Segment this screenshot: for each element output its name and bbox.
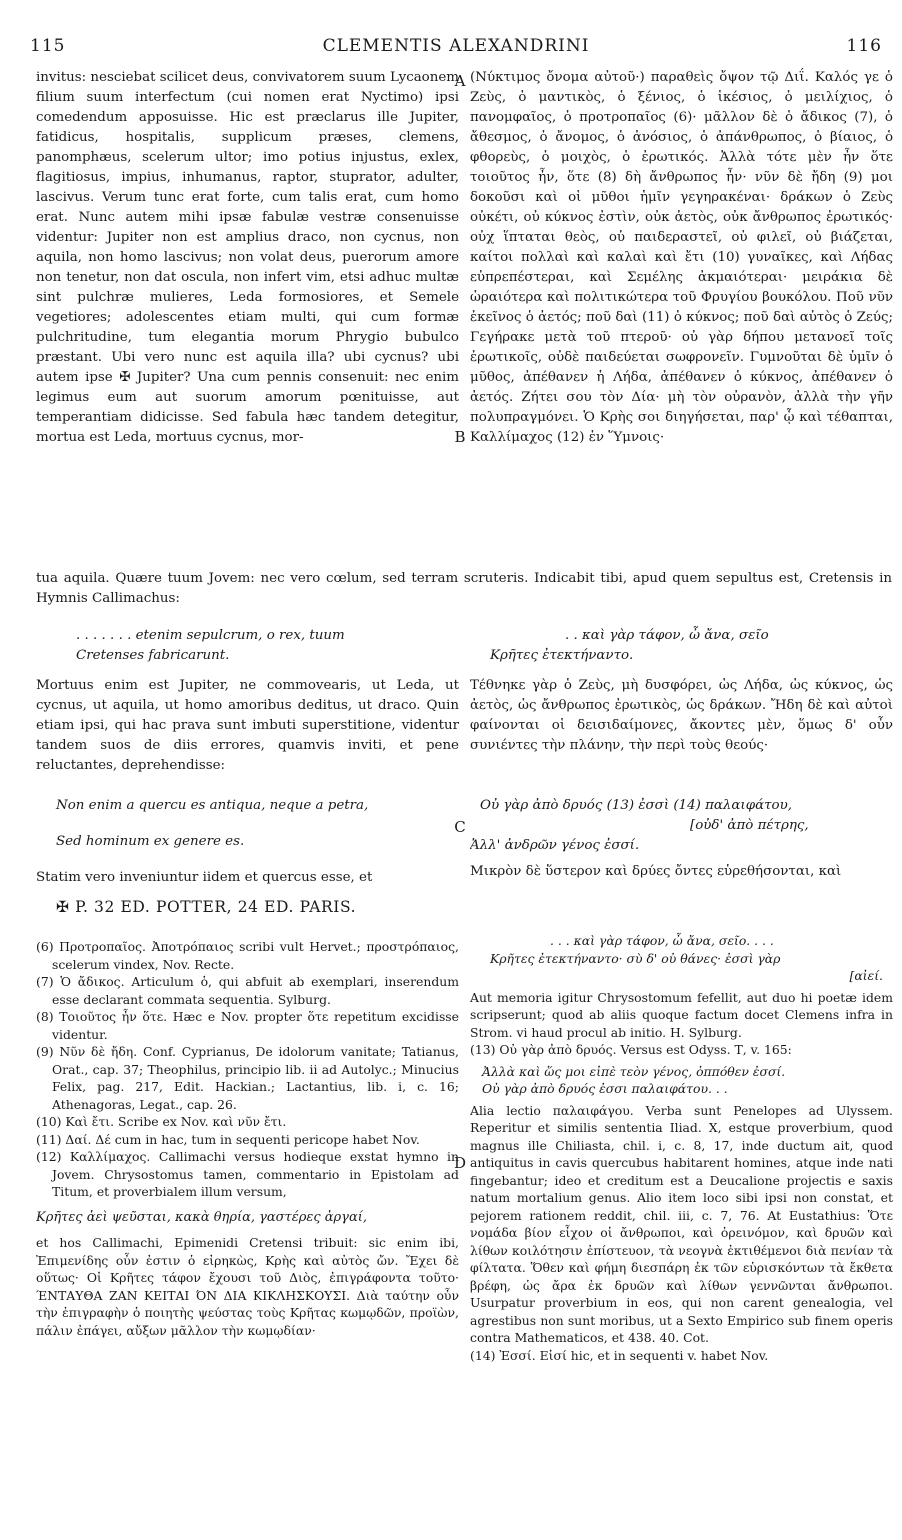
latin-after-verse	[36, 868, 459, 890]
footnote-10: (10) Καὶ ἔτι. Scribe ex Nov. καὶ νῦν ἔτι.	[36, 1114, 287, 1129]
note-verse-line2: Κρῆτες ἐτεκτήναντο· σὺ δ' οὐ θάνες· ἐσσὶ γὰρ	[490, 950, 781, 966]
margin-letter-a: A	[454, 72, 466, 90]
verse2-latin-line1: Non enim a quercu es antiqua, neque a petra,	[56, 798, 369, 813]
running-title: CLEMENTIS ALEXANDRINI	[322, 36, 590, 56]
verse2-greek-line3: Ἀλλ' ἀνδρῶν γένος ἐσσί.	[470, 838, 640, 853]
note-odyssey-line1: Ἀλλὰ καὶ ὥς μοι εἰπὲ τεὸν γένος, ὁππόθεν ἐσσί.	[482, 1063, 786, 1079]
verse2-greek	[470, 796, 893, 858]
verse1-latin	[36, 626, 459, 670]
note-verse-line1: . . . καὶ γὰρ τάφον, ὦ ἄνα, σεῖο. . . .	[550, 933, 774, 948]
page-number-left: 115	[30, 36, 66, 56]
verse2-greek-line1: Οὐ γὰρ ἀπὸ δρυός (13) ἐσσὶ (14) παλαιφάτου,	[480, 798, 792, 813]
footnote-12-verse: Κρῆτες ἀεὶ ψεῦσται, κακὰ θηρία, γαστέρες ἀργαί,	[36, 1209, 367, 1225]
full-width-line	[36, 569, 892, 611]
footnotes-right	[470, 932, 893, 1532]
footnote-7: (7) Ὁ ἄδικος. Articulum ὁ, qui abfuit ab exemplari, inserendum esse declarant commata sequentia. Sylburg.	[36, 974, 459, 1007]
footnote-14: (14) Ἐσσί. Εἰσί hic, et in sequenti v. habet Nov.	[470, 1347, 769, 1363]
footnote-8: (8) Τοιοῦτος ἦν ὅτε. Hæc e Nov. propter ὅτε repetitum excidisse videntur.	[36, 1009, 459, 1042]
margin-letter-d: D	[453, 1154, 467, 1172]
latin-column-mid	[36, 676, 459, 786]
footnote-11: (11) Δαί. Δέ cum in hac, tum in sequenti pericope habet Nov.	[36, 1131, 420, 1147]
greek-after-verse	[470, 862, 893, 884]
greek-after-line: Μικρὸν δὲ ὕστερον καὶ δρύες ὄντες εὑρεθήσονται, καὶ	[470, 864, 842, 879]
greek-paragraph-top: (Νύκτιμος ὄνομα αὐτοῦ·) παραθεὶς ὄψον τῷ Διΐ. Καλός γε ὁ Ζεὺς, ὁ μαντικὸς, ὁ ξένιος, ὁ ἱκέσιος, ὁ μειλίχιος, ὁ πανομφαῖος, ὁ προτροπαῖος (6)· μᾶλλον δὲ ὁ ἄδικος (7), ὁ ἄθεσμος, ὁ ἄνομος, ὁ ἀνόσιος, ὁ ἀπάνθρωπος, ὁ βίαιος, ὁ φθορεὺς, ὁ μοιχὸς, ὁ ἐρωτικός. Ἀλλὰ τότε μὲν ἦν ὅτε τοιοῦτος ἦν, ὅτε (8) δὴ ἄνθρωπος ἦν· νῦν δὲ ἤδη (9) μοι δοκοῦσι καὶ οἱ μῦθοι ἡμῖν γεγηρακέναι· δράκων ὁ Ζεὺς οὐκέτι, οὐ κύκνος ἐστὶν, οὐκ ἀετὸς, οὐκ ἄνθρωπος ἐρωτικός· οὐχ ἵπταται θεὸς, οὐ παιδεραστεῖ, οὐ φιλεῖ, οὐ βιάζεται, καίτοι πολλαὶ καὶ καλαὶ καὶ ἔτι (10) γυναῖκες, καὶ Λήδας εὐπρεπέστεραι, καὶ Σεμέλης ἀκμαιότεραι· μειράκια δὲ ὡραιότερα καὶ πολιτικώτερα τοῦ Φρυγίου βουκόλου. Ποῦ νῦν ἐκεῖνος ὁ ἀετός; ποῦ δαὶ (11) ὁ κύκνος; ποῦ δαὶ αὐτὸς ὁ Ζεύς; Γεγήρακε μετὰ τοῦ πτεροῦ· οὐ γὰρ δήπου μετανοεῖ τοῖς ἐρωτικοῖς, οὐδὲ παιδεύεται σωφρονεῖν. Γυμνοῦται δὲ ὑμῖν ὁ μῦθος, ἀπέθανεν ἡ Λήδα, ἀπέθανεν ὁ κύκνος, ἀπέθανεν ὁ ἀετός. Ζήτει σου τὸν Δία· μὴ τὸν οὐρανὸν, ἀλλὰ τὴν γῆν πολυπραγμόνει. Ὁ Κρὴς σοι διηγήσεται, παρ' ᾧ καὶ τέθαπται, Καλλίμαχος (12) ἐν Ὕμνοις·	[470, 70, 893, 445]
greek-paragraph-mid: Τέθνηκε γὰρ ὁ Ζεὺς, μὴ δυσφόρει, ὡς Λήδα, ὡς κύκνος, ὡς ἀετὸς, ὡς ἄνθρωπος ἐρωτικὸς, ὡς δράκων. Ἤδη δὲ καὶ αὐτοὶ φαίνονται οἱ δεισιδαίμονες, ἄκοντες μὲν, ὅμως δ' οὖν συνιέντες τὴν πλάνην, τὴν περὶ τοὺς θεούς·	[470, 678, 893, 753]
verse1-greek-line1: . . καὶ γὰρ τάφον, ὦ ἄνα, σεῖο	[565, 628, 769, 643]
page-number-right: 116	[846, 36, 882, 56]
footnote-13-continued: Alia lectio παλαιφάγου. Verba sunt Penelopes ad Ulyssem. Reperitur et similis sententia Iliad. X, estque proverbium, quod magnus ille Chiliasta, chil. i, c. 8, 17, inde ductum ait, quod antiquitus in cavis quercubus habitarent homines, atque inde nati fingebantur; ideo et creditum est a Deucalione projectis e saxis natum mortalium genus. Alio item loco sibi ipsi non constat, et pejorem rationem reddit, chil. iii, c. 7, 76. At Eustathius: Ὅτε νομάδα βίον εἶχον οἱ ἄνθρωποι, καὶ ὀρεινόμον, καὶ δρυῶν καὶ λίθων κοιλότησιν ἐπίστευον, τὰ νεογνὰ ἐκτιθέμενοι διὰ πενίαν τὰ φίλτατα. Ὅθεν καὶ φήμη διεσπάρη ἐκ τῶν εὑρισκόντων τὰ ἔκθετα βρέφη, ὡς ἄρα ἐκ δρυῶν καὶ λίθων γεννῶνται ἄνθρωποι. Usurpatur proverbium in eos, qui non carent genealogia, vel agrestibus non sunt moribus, ut a Sexto Empirico sub finem operis contra Mathematicos, et 438. 40. Cot.	[470, 1102, 893, 1345]
note-odyssey-line2: Οὐ γὰρ ἀπὸ δρυός ἐσσι παλαιφάτου. . .	[482, 1081, 728, 1096]
footnote-12: (12) Καλλίμαχος. Callimachi versus hodieque exstat hymno in Jovem. Chrysostomus tamen, commentario in Epistolam ad Titum, et proverbialem illum versum,	[36, 1149, 459, 1199]
greek-column-mid	[470, 676, 893, 786]
verse1-greek	[470, 626, 893, 670]
footnote-6: (6) Προτροπαῖος. Ἀποτρόπαιος scribi vult Hervet.; προστρόπαιος, scelerum vindex, Nov. Recte.	[36, 939, 459, 972]
footnote-13: (13) Οὐ γὰρ ἀπὸ δρυός. Versus est Odyss. Τ, v. 165:	[470, 1042, 792, 1057]
note-verse-line3: [αἰεί.	[849, 968, 883, 983]
verse1-latin-line1: . . . . . . . etenim sepulcrum, o rex, tuum	[76, 628, 345, 643]
verse1-latin-line2: Cretenses fabricarunt.	[76, 648, 230, 663]
latin-full-paragraph: tua aquila. Quære tuum Jovem: nec vero cœlum, sed terram scruteris. Indicabit tibi, apud quem sepultus est, Cretensis in Hymnis Callimachus:	[36, 571, 892, 606]
verse2-greek-line2: [οὐδ' ἀπὸ πέτρης,	[690, 818, 809, 833]
verse1-greek-line2: Κρῆτες ἐτεκτήναντο.	[490, 648, 634, 663]
edition-reference: ✠ P. 32 ED. POTTER, 24 ED. PARIS.	[56, 898, 357, 916]
footnotes-left	[36, 938, 459, 1528]
verse2-latin	[36, 796, 459, 866]
margin-letter-b: B	[454, 428, 466, 446]
running-header	[30, 36, 882, 60]
greek-column-top	[470, 68, 893, 568]
verse2-latin-line2: Sed hominum ex genere es.	[56, 834, 245, 849]
latin-paragraph-top: invitus: nesciebat scilicet deus, convivatorem suum Lycaonem filium suum interfectum (cui nomen erat Nyctimo) ipsi comedendum apposuisse. Hic est præclarus ille Jupiter, fatidicus, hospitalis, supplicum præses, clemens, panomphæus, scelerum ultor; imo potius injustus, exlex, flagitiosus, impius, inhumanus, raptor, stuprator, adulter, lascivus. Verum tunc erat forte, cum talis erat, cum homo erat. Nunc autem mihi ipsæ fabulæ vestræ consenuisse videntur: Jupiter non est amplius draco, non cycnus, non aquila, non homo lascivus; non volat deus, puerorum amore non tenetur, non dat oscula, non infert vim, etsi adhuc multæ sint pulchræ mulieres, Leda formosiores, et Semele vegetiores; adolescentes etiam multi, qui cum formæ pulchritudine, tum elegantia morum Phrygio bubulco præstant. Ubi vero nunc est aquila illa? ubi cycnus? ubi autem ipse ✠ Jupiter? Una cum pennis consenuit: nec enim legimus eum aut suorum amorum pœnituisse, aut temperantiam didicisse. Sed fabula hæc tandem detegitur, mortua est Leda, mortuus cycnus, mor-	[36, 70, 459, 445]
latin-column-top	[36, 68, 459, 568]
latin-after-line: Statim vero inveniuntur iidem et quercus esse, et	[36, 870, 373, 885]
latin-paragraph-mid: Mortuus enim est Jupiter, ne commovearis, ut Leda, ut cycnus, ut aquila, ut homo amoribus deditus, ut draco. Quin etiam ipsi, qui hac prava sunt imbuti superstitione, videntur tandem suos de diis errores, quamvis inviti, et pene reluctantes, deprehendisse:	[36, 678, 459, 773]
footnote-12-continued: Aut memoria igitur Chrysostomum fefellit, aut duo hi poetæ idem scripserunt; quod ab aliis quoque factum docet Clemens infra in Strom. vi haud procul ab initio. H. Sylburg.	[470, 989, 893, 1040]
footnote-9: (9) Νῦν δὲ ἤδη. Conf. Cyprianus, De idolorum vanitate; Tatianus, Orat., cap. 37; Theophilus, principio lib. ii ad Autolyc.; Minucius Felix, pag. 217, Edit. Hackian.; Lactantius, lib. i, c. 16; Athenagoras, Legat., cap. 26.	[36, 1044, 459, 1112]
footnote-12-tail: et hos Callimachi, Epimenidi Cretensi tribuit: sic enim ibi, Ἐπιμενίδης οὖν ἐστιν ὁ εἰρηκὼς, Κρὴς καὶ αὐτὸς ὤν. Ἔχει δὲ οὕτως· Οἱ Κρῆτες τάφον ἔχουσι τοῦ Διὸς, ἐπιγράφοντα τοῦτο· ΈΝΤΑΥΘΑ ΖΑΝ ΚΕΙΤΑΙ ΌΝ ΔΙΑ ΚΙΚΛΗΣΚΟΥΣΙ. Διὰ ταύτην οὖν τὴν ἐπιγραφὴν ὁ ποιητὴς ψεύστας τοὺς Κρῆτας κωμῳδῶν, προϊὼν, πάλιν ἐπάγει, αὔξων μᾶλλον τὴν κωμῳδίαν·	[36, 1235, 459, 1338]
margin-letter-c: C	[454, 818, 466, 836]
